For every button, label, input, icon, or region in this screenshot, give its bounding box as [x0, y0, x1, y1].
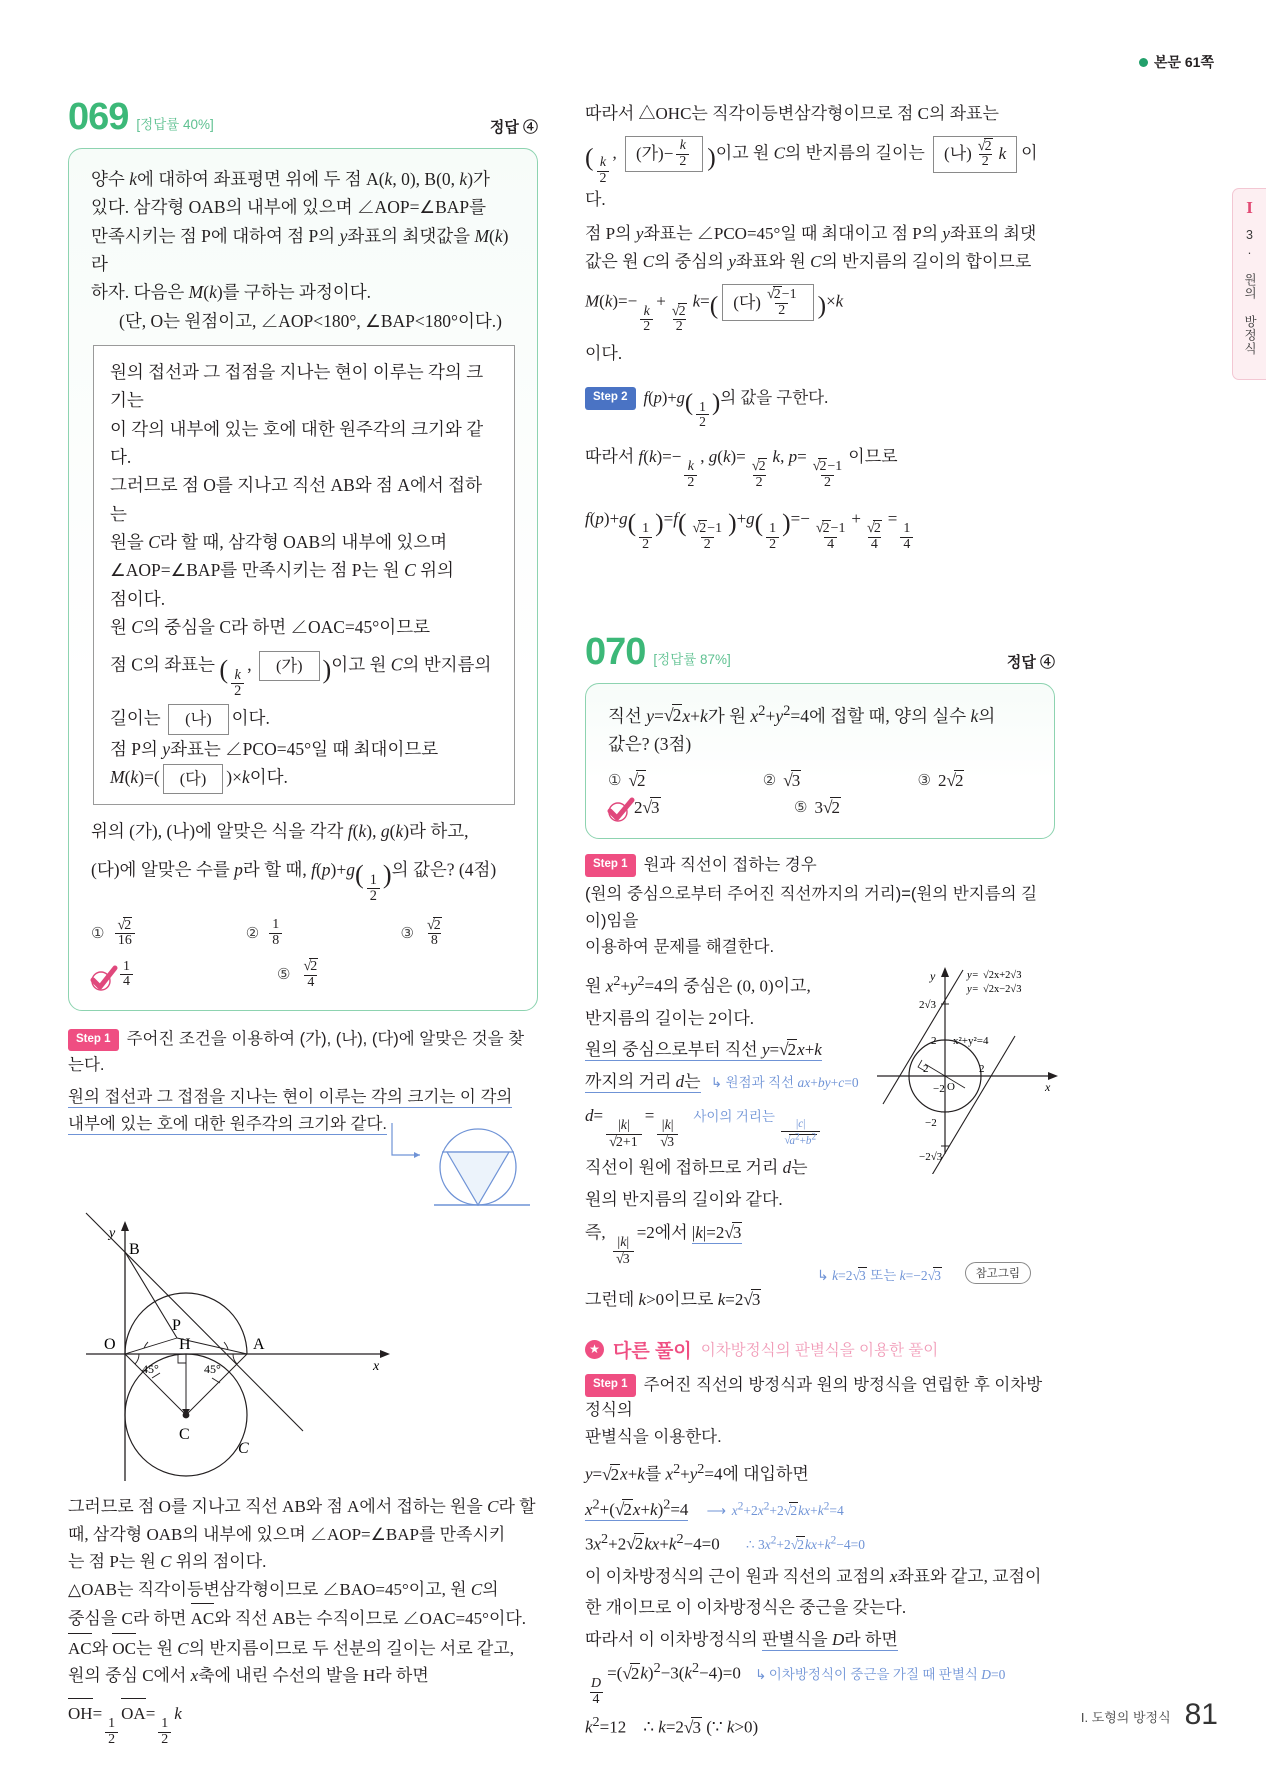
choice-2-070[interactable]	[763, 771, 918, 791]
alt-annot-3: ↳ 이차방정식이 중근을 가질 때 판별식 D=0	[755, 1666, 1006, 1682]
alt-annot-2: ∴ $3x^2+2√2kx+k^2-4=0$	[745, 1534, 865, 1553]
choice-2[interactable]	[246, 918, 401, 948]
problem-070-step1	[585, 853, 1055, 879]
alt-annot-1: ⟶ $x^2+2x^2+2√2kx+k^2=4$	[706, 1500, 844, 1518]
oh-formula: OH= $\frac{1}{2}$ OA= $\frac{1}{2}$ k	[68, 1698, 538, 1747]
svg-text:45°: 45°	[142, 1362, 159, 1377]
reference-figure-caption: 참고그림	[965, 1262, 1031, 1284]
problem-069-explanation: 그러므로 점 O를 지나고 직선 AB와 점 A에서 접하는 원을 C라 할 때, 삼각형 OAB의 내부에 있으며 ∠AOP=∠BAP를 만족시키 는 점 P는 원 C 위의 점이다. △OAB는 직각이등변삼각형이므로 ∠BAO=45°이고, 원 C의 중심을 C라 하면 AC와 직선 AB는 수직이므로 ∠OAC=45°이다. AC와 OC는 원 C의 반지름이므로 두 선분의 길이는 서로 같고, 원의 중심 C에서 x축에 내린 수선의 발을 H라 하면	[68, 1497, 536, 1686]
p070-line-1: 원 $x^2+y^2=4$의 중심은 (0, 0)이고,	[585, 973, 811, 997]
choice-row-2	[91, 959, 517, 990]
blank-na-right: (나) $\frac{√2}{2}$ k	[933, 136, 1017, 173]
other-solution-title: 다른 풀이	[613, 1340, 692, 1362]
blank-na: (나)	[168, 704, 229, 734]
problem-069-header	[68, 96, 538, 139]
p070-distance-formula: d= $\frac{|k|}{√2+1}$ = $\frac{|k|}{√3}$ 사이의 거리는 $\frac{|c|}{√a^2+b^2}$	[585, 1102, 885, 1150]
p070-line-5: 직선이 원에 접하므로 거리 d는	[585, 1158, 808, 1178]
choice-2-070-value: √3	[783, 770, 801, 790]
step1-sub-line-2: 이용하여 문제를 해결한다.	[585, 938, 775, 957]
choice-3[interactable]	[401, 918, 517, 949]
problem-070-body-wrap	[585, 970, 1055, 1313]
alt-line-2: $x^2+(√2x+k)^2=4$ ⟶ $x^2+2x^2+2√2kx+k^2=4$	[585, 1496, 844, 1519]
choice-4-070-value: 2√3	[634, 797, 660, 817]
choice-5-070-value: 3√2	[814, 797, 840, 817]
page-reference-label: 본문 61쪽	[1153, 54, 1214, 70]
problem-070-answer: 정답 ④	[1006, 653, 1055, 671]
svg-text:C: C	[238, 1440, 249, 1458]
problem-070-header	[585, 631, 1055, 674]
inner-box-coord-line: 점 C의 좌표는 ( $\frac{k}{2}$ , (가) )이고 원 C의 반지름의	[110, 649, 498, 699]
choice-1-070-number: ①	[608, 773, 622, 790]
p070-line-7: 즉, $\frac{|k|}{√3}$ =2에서 |k|=2√3	[585, 1223, 742, 1268]
choice-1-070-value: √2	[628, 770, 646, 790]
problem-070-points: (3점)	[653, 734, 692, 755]
star-icon: ★	[585, 1340, 604, 1359]
choice-5[interactable]	[277, 959, 463, 990]
choice-2-number: ②	[245, 925, 260, 942]
choice-1[interactable]	[91, 918, 246, 949]
alt-step-title-2: 판별식을 이용한다.	[585, 1427, 722, 1446]
svg-text:x: x	[1045, 1080, 1051, 1095]
choice-4-070[interactable]	[608, 798, 794, 818]
annot-origin-line: ↳ 원점과 직선 ax+by+c=0	[710, 1075, 859, 1091]
blank-da-right: (다) $\frac{√2-1}{2}$	[722, 284, 813, 321]
blank-ga: (가)	[259, 651, 320, 681]
svg-text:−2: −2	[933, 1083, 945, 1096]
svg-text:y: y	[109, 1226, 116, 1242]
choice-5-number: ⑤	[277, 967, 291, 984]
coordinate-diagram	[68, 1199, 398, 1487]
choice-5-value: $\frac{√2}{4}$	[303, 958, 318, 990]
svg-text:O: O	[104, 1336, 116, 1354]
problem-069-rate: [정답률 40%]	[136, 117, 214, 132]
svg-text:y=: y=	[967, 970, 979, 982]
step2-line1: 따라서 f(k)=− $\frac{k}{2}$ , g(k)= $\frac{√2}{2}$ k, p= $\frac{√2-1}{2}$ 이므로	[585, 446, 898, 490]
svg-text:H: H	[179, 1336, 191, 1354]
right-ida: 이다.	[585, 344, 623, 363]
underline-line-1: 원의 접선과 그 접점을 지나는 현이 이루는 각의 크기는 이 각의	[68, 1088, 513, 1107]
choice-3-number: ③	[400, 925, 414, 942]
alt-line-6: 따라서 이 이차방정식의 판별식을 D라 하면	[585, 1629, 898, 1649]
page-reference	[1139, 52, 1214, 72]
problem-069-stem: 양수 k에 대하여 좌표평면 위에 두 점 A(k, 0), B(0, k)가 있다. 삼각형 OAB의 내부에 있으며 ∠AOP=∠BAP를 만족시키는 점 P에 대하여 점 P의 y좌표의 최댓값을 M(k)라 하자. 다음은 M(k)를 구하는 과정이다. (단, O는 원점이고, ∠AOP<180°, ∠BAP<180°이다.)	[91, 169, 509, 331]
problem-070-solution-text	[585, 970, 885, 1267]
svg-text:C: C	[179, 1426, 190, 1444]
inner-box-radius-line: 길이는 (나) 이다.	[110, 704, 498, 735]
right-coord-formula: ( $\frac{k}{2}$ , (가)− $\frac{k}{2}$ )이고 원 C의 반지름의 길이는 (나) $\frac{√2}{2}$ k 이다.	[585, 137, 1038, 210]
problem-069-tail2: (다)에 알맞은 수를 p라 할 때, f(p)+g( $\frac{1}{2}$ )의 값은? (4점)	[91, 859, 497, 904]
svg-text:−2: −2	[925, 1117, 937, 1130]
problem-069-step1	[68, 1027, 538, 1078]
alt-step-title-1: 주어진 직선의 방정식과 원의 방정식을 연립한 후 이차방정식의	[585, 1375, 1043, 1420]
right-continuation-2: 점 P의 y좌표는 ∠PCO=45°일 때 최대이고 점 P의 y좌표의 최댓 값은 원 C의 중심의 y좌표와 원 C의 반지름의 길이의 합이므로	[585, 224, 1037, 271]
chapter-side-tab	[1232, 188, 1266, 380]
choice-1-value: $\frac{√2}{16}$	[114, 918, 135, 949]
svg-text:B: B	[129, 1241, 140, 1259]
inner-box-pco-line: 점 P의 y좌표는 ∠PCO=45°일 때 최대이므로	[110, 738, 439, 759]
right-column	[585, 96, 1055, 1742]
svg-text:A: A	[253, 1336, 265, 1354]
problem-070-figure	[867, 964, 1063, 1174]
svg-text:45°: 45°	[204, 1362, 221, 1377]
choice-4-value: $\frac{1}{4}$	[120, 960, 133, 990]
problem-070-choices	[608, 771, 1034, 818]
svg-text:2√3: 2√3	[919, 999, 937, 1012]
problem-070-number: 070	[585, 630, 646, 673]
problem-069-tail: 위의 (가), (나)에 알맞은 식을 각각 f(k), g(k)라 하고,	[91, 821, 469, 842]
p070-line-6: 원의 반지름의 길이와 같다.	[585, 1189, 783, 1209]
right-continuation-1: 따라서 △OHC는 직각이등변삼각형이므로 점 C의 좌표는	[585, 104, 999, 123]
right-mk-formula: M(k)=− $\frac{k}{2}$ + $\frac{√2}{2}$ k=( (다) $\frac{√2-1}{2}$ )×k	[585, 286, 844, 335]
page-footer	[1081, 1698, 1218, 1732]
choice-3-070[interactable]	[918, 771, 1034, 791]
step2-line2: f(p)+g( $\frac{1}{2}$ )=f( $\frac{√2-1}{2}$ )+g( $\frac{1}{2}$ )=− $\frac{√2-1}{4}$ + $\frac{√2}{4}$ = $\frac{1}{4}$	[585, 502, 1055, 552]
choice-5-070-number: ⑤	[794, 800, 808, 817]
svg-text:√2x+2√3: √2x+2√3	[983, 970, 1022, 982]
chapter-vertical-label: 3. 원의 방정식	[1242, 228, 1257, 356]
alt-line-7: $\frac{D}{4}$ $=(√2k)^2-3(k^2-4)=0$ ↳ 이차방정식이 중근을 가질 때 판별식 D=0	[591, 1660, 1006, 1707]
problem-070-stem: 직선 y=√2x+k가 원 $x^2+y^2=4$에 접할 때, 양의 실수 k의 값은? (3점)	[608, 702, 996, 755]
svg-text:y=: y=	[967, 984, 979, 996]
problem-070-card	[585, 683, 1055, 839]
alt-line-1: y=√2x+k를 $x^2+y^2=4$에 대입하면	[585, 1461, 809, 1484]
problem-069-number: 069	[68, 96, 129, 138]
svg-text:x²+y²=4: x²+y²=4	[953, 1035, 989, 1048]
inner-box-text: 원의 접선과 그 접점을 지나는 현이 이루는 각의 크기는 이 각의 내부에 있는 호에 대한 원주각의 크기와 같다. 그러므로 점 O를 지나고 직선 AB와 점 A에서 접하는 원을 C라 할 때, 삼각형 OAB의 내부에 있으며 ∠AOP=∠BAP를 만족시키는 점 P는 원 C 위의 점이다. 원 C의 중심을 C라 하면 ∠OAC=45°이므로	[110, 362, 484, 638]
svg-text:2: 2	[923, 1063, 929, 1076]
footer-page-number: 81	[1184, 1698, 1218, 1731]
annot-distance: 사이의 거리는 $\frac{|c|}{√a^2+b^2}$	[693, 1109, 823, 1124]
choice-4[interactable]	[91, 960, 277, 990]
problem-069-step2	[585, 384, 1055, 429]
problem-069-inner-box	[93, 345, 515, 805]
tangent-chord-reference-figure	[390, 1119, 540, 1229]
underline-line-2: 내부에 있는 호에 대한 원주각의 크기와 같다.	[68, 1114, 387, 1133]
choice-1-number: ①	[91, 925, 105, 942]
choice-3-070-number: ③	[917, 773, 931, 790]
footer-chapter: I. 도형의 방정식	[1080, 1710, 1171, 1725]
p070-line-2: 반지름의 길이는 2이다.	[585, 1008, 755, 1028]
bullet-icon	[1139, 58, 1148, 67]
choice-1-070[interactable]	[608, 771, 763, 791]
choice-5-070[interactable]	[794, 798, 980, 818]
step1-badge-070: Step 1	[585, 854, 636, 877]
step1-title-070: 원과 직선이 접하는 경우	[643, 855, 817, 874]
problem-069-figure	[68, 1199, 538, 1487]
p070-line-8: 그런데 k>0이므로 k=2√3	[585, 1289, 761, 1309]
choice-2-070-number: ②	[762, 773, 777, 790]
alt-line-4: 이 이차방정식의 근이 원과 직선의 교점의 x좌표와 같고, 교점이	[585, 1566, 1042, 1586]
alt-step-badge: Step 1	[585, 1374, 636, 1397]
inner-box-mk-line: M(k)=( (다) )×k이다.	[110, 763, 498, 794]
step1-badge: Step 1	[68, 1029, 119, 1052]
step1-sub-line-1: (원의 중심으로부터 주어진 직선까지의 거리)=(원의 반지름의 길이)임을	[585, 885, 1038, 930]
svg-text:y: y	[930, 969, 936, 984]
blank-da: (다)	[163, 764, 224, 794]
svg-text:O: O	[947, 1081, 955, 1094]
alt-line-5: 한 개이므로 이 이차방정식은 중근을 갖는다.	[585, 1598, 907, 1618]
svg-text:2: 2	[979, 1063, 985, 1076]
problem-069-points: (4점)	[458, 859, 497, 880]
p070-line-4: 까지의 거리 d는 ↳ 원점과 직선 ax+by+c=0	[585, 1072, 859, 1092]
step1-sub-070	[585, 881, 1055, 960]
problem-069-card	[68, 148, 538, 1011]
step2-badge: Step 2	[585, 387, 636, 410]
left-column	[68, 96, 538, 1747]
choice-row-2-070	[608, 798, 1034, 818]
problem-069-answer: 정답 ④	[489, 119, 538, 136]
problem-069-choices	[91, 918, 517, 991]
annot-k-values: ↳ k=2√3 또는 k=−2√3	[817, 1267, 941, 1284]
choice-3-070-value: 2√2	[937, 770, 964, 790]
problem-070-rate: [정답률 87%]	[653, 651, 731, 667]
svg-text:−2√3: −2√3	[919, 1151, 943, 1164]
p070-line-3: 원의 중심으로부터 직선 y=√2x+k	[585, 1040, 822, 1060]
choice-2-value: $\frac{1}{8}$	[269, 918, 282, 948]
alt-line-8: $k^2=12$ ∴ k=2√3 (∵ k>0)	[585, 1714, 759, 1737]
alt-line-3: $3x^2+2√2kx+k^2-4=0$ ∴ $3x^2+2√2kx+k^2-4=0$	[585, 1530, 865, 1554]
blank-ga-right: (가)− $\frac{k}{2}$	[625, 136, 703, 172]
other-solution-header	[585, 1336, 1055, 1363]
svg-text:x: x	[373, 1359, 380, 1375]
choice-row-1-070	[608, 771, 1034, 791]
other-solution-subtitle: 이차방정식의 판별식을 이용한 풀이	[700, 1342, 939, 1360]
problem-070-alt-step	[585, 1373, 1055, 1424]
choice-3-value: $\frac{√2}{8}$	[426, 916, 441, 949]
svg-text:2: 2	[931, 1035, 937, 1048]
chapter-roman: I	[1246, 198, 1253, 217]
step2-title: f(p)+g( $\frac{1}{2}$ )의 값을 구한다.	[643, 387, 829, 429]
choice-row-1	[91, 918, 517, 949]
step1-title: 주어진 조건을 이용하여 (가), (나), (다)에 알맞은 것을 찾는다.	[68, 1030, 525, 1074]
svg-text:P: P	[172, 1317, 181, 1335]
svg-text:√2x−2√3: √2x−2√3	[983, 984, 1022, 996]
